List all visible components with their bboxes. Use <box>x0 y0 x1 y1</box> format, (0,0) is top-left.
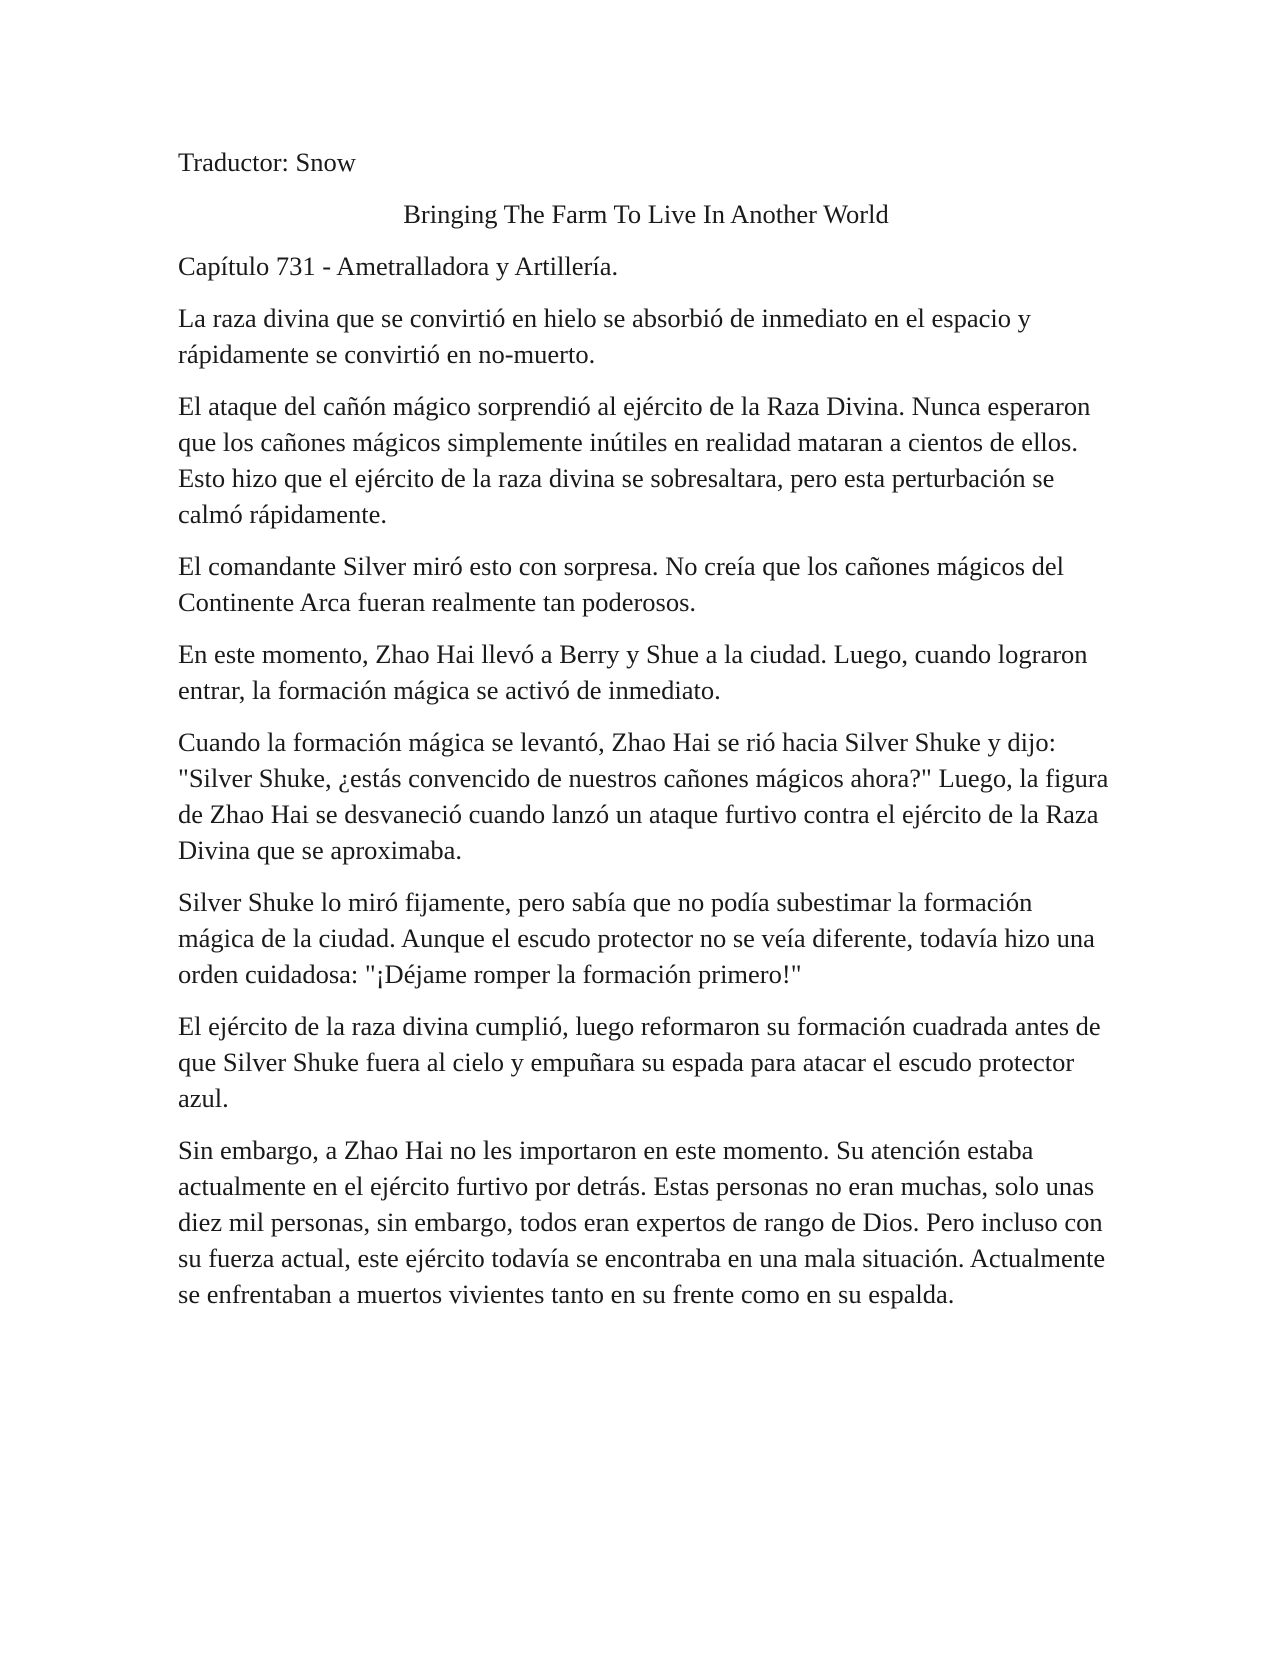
paragraph: La raza divina que se convirtió en hielo se absorbió de inmediato en el espacio y rápidamente se convirtió en no-muerto. <box>178 303 1031 369</box>
document-page <box>178 144 1114 1328</box>
paragraph: El ejército de la raza divina cumplió, luego reformaron su formación cuadrada antes de que Silver Shuke fuera al cielo y empuñara su espada para atacar el escudo protector azul. <box>178 1011 1101 1113</box>
paragraph: Sin embargo, a Zhao Hai no les importaron en este momento. Su atención estaba actualmente en el ejército furtivo por detrás. Estas personas no eran muchas, solo unas diez mil personas, sin embargo, todos eran expertos de rango de Dios. Pero incluso con su fuerza actual, este ejército todavía se encontraba en una mala situación. Actualmente se enfrentaban a muertos vivientes tanto en su frente como en su espalda. <box>178 1135 1106 1309</box>
paragraph: Silver Shuke lo miró fijamente, pero sabía que no podía subestimar la formación mágica de la ciudad. Aunque el escudo protector no se veía diferente, todavía hizo una orden cuidadosa: "¡Déjame romper la formación primero!" <box>178 887 1095 989</box>
novel-title: Bringing The Farm To Live In Another World <box>403 199 889 229</box>
paragraph: En este momento, Zhao Hai llevó a Berry y Shue a la ciudad. Luego, cuando lograron entrar, la formación mágica se activó de inmediato. <box>178 639 1088 705</box>
chapter-heading: Capítulo 731 - Ametralladora y Artillería. <box>178 251 619 281</box>
paragraph: Cuando la formación mágica se levantó, Zhao Hai se rió hacia Silver Shuke y dijo: "Silver Shuke, ¿estás convencido de nuestros cañones mágicos ahora?" Luego, la figura de Zhao Hai se desvaneció cuando lanzó un ataque furtivo contra el ejército de la Raza Divina que se aproximaba. <box>178 727 1109 865</box>
translator-credit: Traductor: Snow <box>178 147 356 177</box>
paragraph: El comandante Silver miró esto con sorpresa. No creía que los cañones mágicos del Continente Arca fueran realmente tan poderosos. <box>178 551 1065 617</box>
paragraph: El ataque del cañón mágico sorprendió al ejército de la Raza Divina. Nunca esperaron que los cañones mágicos simplemente inútiles en realidad mataran a cientos de ellos. Esto hizo que el ejército de la raza divina se sobresaltara, pero esta perturbación se calmó rápidamente. <box>178 391 1091 529</box>
